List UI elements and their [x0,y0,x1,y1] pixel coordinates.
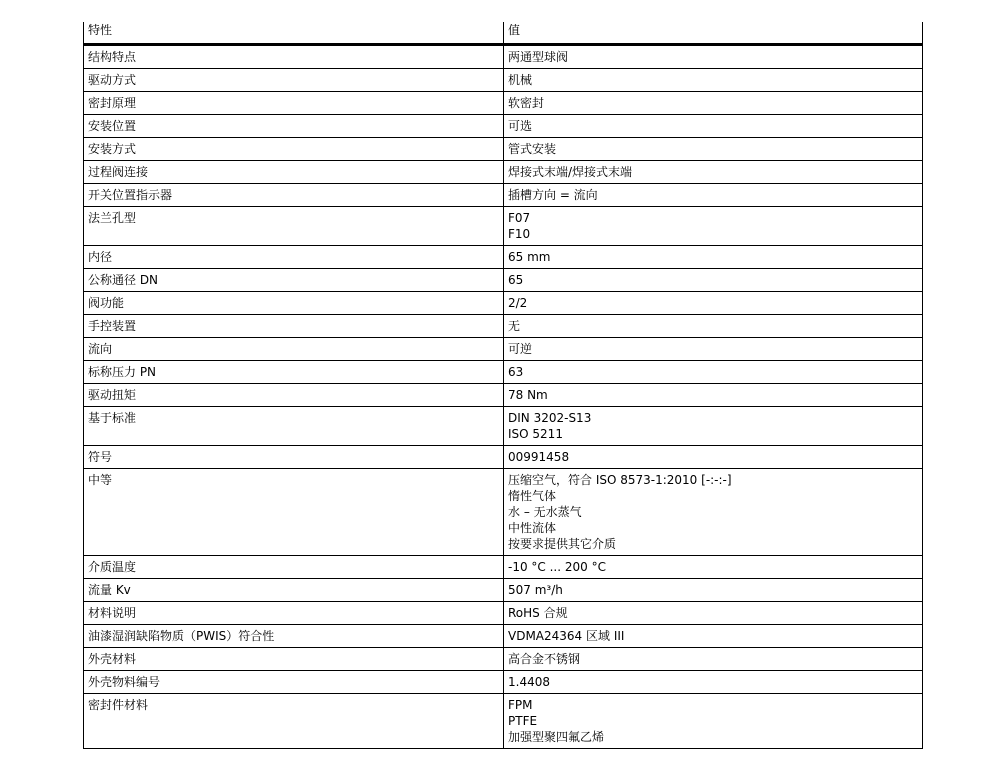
value-cell [504,446,923,469]
value-cell [504,648,923,671]
value-line: 507 m³/h [508,583,563,597]
table-row [84,602,923,625]
value-line: 插槽方向 = 流向 [508,188,598,202]
property-cell: 公称通径 DN [84,269,504,292]
value-line: 水 – 无水蒸气 [508,505,582,519]
value-line: 中性流体 [508,521,557,535]
value-line: 65 mm [508,250,551,264]
property-cell: 材料说明 [84,602,504,625]
value-cell [504,625,923,648]
property-cell: 过程阀连接 [84,161,504,184]
value-line: 焊接式末端/焊接式末端 [508,165,633,179]
value-cell [504,92,923,115]
value-cell [504,45,923,69]
value-cell [504,269,923,292]
table-row [84,556,923,579]
table-body [84,45,923,749]
table-header [84,22,923,45]
property-cell: 流向 [84,338,504,361]
value-cell [504,292,923,315]
table-row [84,161,923,184]
value-line: 两通型球阀 [508,50,569,64]
value-cell [504,556,923,579]
value-line: 可逆 [508,342,533,356]
table-row [84,45,923,69]
value-line: ISO 5211 [508,427,563,441]
property-cell: 中等 [84,469,504,556]
value-cell [504,469,923,556]
table-row [84,361,923,384]
property-cell: 驱动扭矩 [84,384,504,407]
value-line: 按要求提供其它介质 [508,537,617,551]
value-line: VDMA24364 区域 III [508,629,625,643]
value-cell [504,407,923,446]
value-line: 2/2 [508,296,528,310]
value-line: 78 Nm [508,388,548,402]
value-cell [504,161,923,184]
value-line: 惰性气体 [508,489,557,503]
value-cell [504,694,923,749]
value-cell [504,579,923,602]
table-row [84,207,923,246]
table-row [84,407,923,446]
property-cell: 法兰孔型 [84,207,504,246]
property-cell: 流量 Kv [84,579,504,602]
value-line: F10 [508,227,531,241]
value-line: 63 [508,365,524,379]
header-value: 值 [504,22,923,45]
property-cell: 结构特点 [84,45,504,69]
value-line: 软密封 [508,96,545,110]
value-cell [504,138,923,161]
table-row [84,184,923,207]
table-row [84,469,923,556]
property-cell: 油漆湿润缺陷物质（PWIS）符合性 [84,625,504,648]
value-line: RoHS 合规 [508,606,568,620]
value-line: 65 [508,273,524,287]
property-cell: 符号 [84,446,504,469]
value-line: PTFE [508,714,538,728]
table-row [84,338,923,361]
value-cell [504,184,923,207]
value-line: 压缩空气，符合 ISO 8573-1:2010 [-:-:-] [508,473,732,487]
property-cell: 标称压力 PN [84,361,504,384]
value-line: 高合金不锈钢 [508,652,581,666]
value-cell [504,361,923,384]
value-cell [504,671,923,694]
value-line: DIN 3202-S13 [508,411,592,425]
value-line: 无 [508,319,521,333]
property-cell: 开关位置指示器 [84,184,504,207]
table-row [84,115,923,138]
value-line: 可选 [508,119,533,133]
value-line: -10 °C ... 200 °C [508,560,606,574]
value-cell [504,69,923,92]
spec-table [83,22,923,749]
value-cell [504,207,923,246]
table-row [84,69,923,92]
value-line: 机械 [508,73,533,87]
property-cell: 手控装置 [84,315,504,338]
table-row [84,579,923,602]
value-cell [504,338,923,361]
value-cell [504,384,923,407]
table-row [84,384,923,407]
table-row [84,648,923,671]
value-cell [504,602,923,625]
table-row [84,446,923,469]
value-line: 1.4408 [508,675,550,689]
property-cell: 外壳物料编号 [84,671,504,694]
property-cell: 密封件材料 [84,694,504,749]
value-cell [504,246,923,269]
value-cell [504,115,923,138]
header-row [84,22,923,45]
property-cell: 阀功能 [84,292,504,315]
value-cell [504,315,923,338]
property-cell: 外壳材料 [84,648,504,671]
value-line: FPM [508,698,533,712]
header-property: 特性 [84,22,504,45]
table-row [84,269,923,292]
value-line: F07 [508,211,531,225]
table-row [84,292,923,315]
property-cell: 驱动方式 [84,69,504,92]
property-cell: 基于标准 [84,407,504,446]
value-line: 00991458 [508,450,570,464]
table-row [84,625,923,648]
value-line: 加强型聚四氟乙烯 [508,730,605,744]
property-cell: 内径 [84,246,504,269]
property-cell: 安装方式 [84,138,504,161]
property-cell: 安装位置 [84,115,504,138]
table-row [84,246,923,269]
table-row [84,671,923,694]
value-line: 管式安装 [508,142,557,156]
table-row [84,315,923,338]
table-row [84,92,923,115]
table-row [84,138,923,161]
property-cell: 介质温度 [84,556,504,579]
property-cell: 密封原理 [84,92,504,115]
table-row [84,694,923,749]
